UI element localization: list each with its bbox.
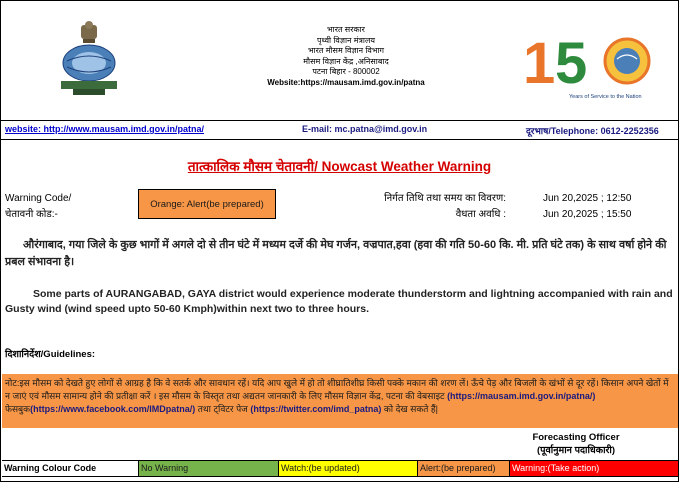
website-link[interactable]: (https://mausam.imd.gov.in/patna/) bbox=[447, 391, 596, 401]
forecasting-officer: Forecasting Officer (पूर्वानुमान पदाधिकारी) bbox=[532, 432, 620, 456]
twitter-link[interactable]: (https://twitter.com/imd_patna) bbox=[250, 404, 382, 414]
imd-emblem-icon bbox=[53, 21, 125, 99]
warning-code-badge: Orange: Alert(be prepared) bbox=[138, 189, 276, 219]
divider bbox=[1, 139, 678, 140]
org-line: मौसम विज्ञान केंद्र ,अनिसाबाद bbox=[303, 56, 389, 66]
org-line: भारत सरकार bbox=[327, 25, 365, 34]
org-line: पटना बिहार - 800002 bbox=[312, 67, 380, 76]
issue-time-labels: निर्गत तिथि तथा समय का विवरण: वैधता अवधि : bbox=[384, 193, 506, 220]
legend-no-warning: No Warning bbox=[139, 461, 279, 476]
legend-label: Warning Colour Code bbox=[2, 461, 139, 476]
org-line: पृथ्वी विज्ञान मंत्रालय bbox=[316, 35, 376, 45]
facebook-link[interactable]: (https://www.facebook.com/IMDpatna/) bbox=[30, 404, 196, 414]
guidelines-note: नोट:इस मौसम को देखते हुए लोगों से आग्रह है कि वे सतर्क और सावधान रहें। यदि आप खुले में हो तो शीघ्रातिशीघ्र किसी पक्के मकान की शरण लें। ऊँचे पेड़ और बिजली के खंभों से दूर रहें। किसान अपने खेतों में न जाएं एवं मौसम सामान्य होने की प्रतीक्षा करें । इस मौसम के विस्तृत तथा अद्यतन जानकारी के लिए मौसम विज्ञान केंद्र, पटना की वेबसाइट (https://mausam.imd.gov.in/patna/) फेसबुक(https://www.facebook.com/IMDpatna/) तथा ट्विटर पेज (https://twitter.com/imd_patna) को देख सकते हैं| bbox=[2, 374, 678, 428]
org-line: भारत मौसम विज्ञान विभाग bbox=[307, 46, 385, 55]
header-website[interactable]: Website:https://mausam.imd.gov.in/patna bbox=[267, 77, 425, 87]
warning-code-label: Warning Code/ चेतावनी कोड:- bbox=[5, 193, 72, 220]
warning-colour-legend bbox=[2, 460, 678, 477]
logo-digit-five: 5 bbox=[555, 31, 588, 96]
contact-telephone: दूरभाष/Telephone: 0612-2252356 bbox=[526, 126, 659, 136]
organisation-address bbox=[231, 25, 461, 88]
page-title: तात्कालिक मौसम चेतावनी/ Nowcast Weather Warning bbox=[187, 159, 492, 174]
guidelines-heading: दिशानिर्देश/Guidelines: bbox=[5, 349, 96, 360]
warning-message-english: Some parts of AURANGABAD, GAYA district would experience moderate thunderstorm and lightning accompanied with rain and Gusty wind (wind speed upto 50-60 Kmph)within next two to three hours. bbox=[5, 288, 673, 315]
imd-150-years-logo bbox=[521, 21, 671, 111]
legend-warning: Warning:(Take action) bbox=[510, 461, 678, 476]
contact-email[interactable]: E-mail: mc.patna@imd.gov.in bbox=[302, 124, 428, 134]
warning-message-hindi: औरंगाबाद, गया जिले के कुछ भागों में अगले दो से तीन घंटे में मध्यम दर्जे की मेघ गर्जन, वज्रपात,हवा (हवा की गति 50-60 कि. मी. प्रति घंटे तक) के साथ वर्षा होने की प्रबल संभावना है। bbox=[5, 239, 667, 268]
contact-website-link[interactable]: website: http://www.mausam.imd.gov.in/patna/ bbox=[5, 124, 205, 134]
divider bbox=[1, 120, 678, 121]
legend-alert: Alert:(be prepared) bbox=[418, 461, 510, 476]
issue-time-values: Jun 20,2025 ; 12:50 Jun 20,2025 ; 15:50 bbox=[543, 193, 632, 220]
logo-tagline: Years of Service to the Nation bbox=[569, 94, 642, 100]
legend-watch: Watch:(be updated) bbox=[279, 461, 418, 476]
logo-globe-icon bbox=[614, 48, 640, 74]
logo-digit-one: 1 bbox=[523, 31, 556, 96]
